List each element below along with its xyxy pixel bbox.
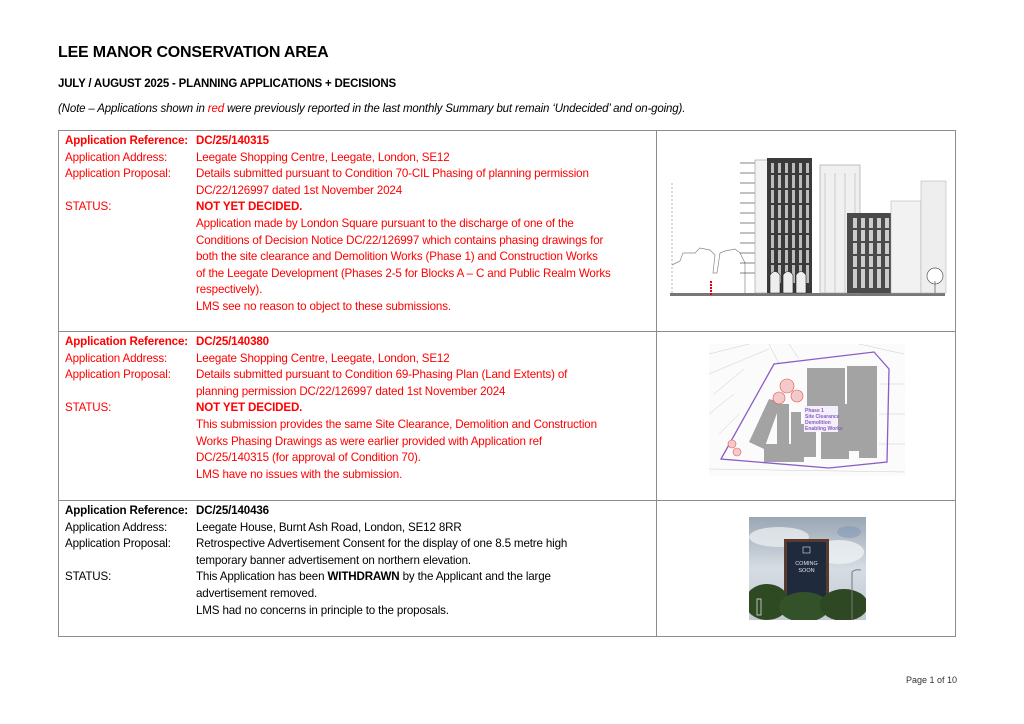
- application-details: [59, 332, 657, 501]
- proposal-line: DC/22/126997 dated 1st November 2024: [196, 183, 403, 197]
- image-cell: [657, 332, 956, 501]
- comment-line: of the Leegate Development (Phases 2-5 for Blocks A – C and Public Realm Works: [196, 266, 611, 280]
- proposal-label: Application Proposal:: [65, 368, 171, 382]
- comment-line: This submission provides the same Site Clearance, Demolition and Construction: [196, 417, 597, 431]
- banner-text-1: COMING: [795, 561, 818, 567]
- status-label: STATUS:: [65, 200, 112, 214]
- application-details: [59, 501, 657, 637]
- image-cell: [657, 501, 956, 637]
- building-elevation-drawing: [665, 153, 950, 303]
- page-number: Page 1 of 10: [906, 675, 958, 685]
- comment-line: respectively).: [196, 283, 263, 297]
- status-label: STATUS:: [65, 570, 112, 584]
- proposal-value: [196, 166, 650, 199]
- address-label: Application Address:: [65, 351, 168, 365]
- status-value: [196, 199, 650, 315]
- application-details: [59, 131, 657, 332]
- status-badge: NOT YET DECIDED.: [196, 200, 303, 214]
- comment-line: both the site clearance and Demolition Works (Phase 1) and Construction Works: [196, 250, 598, 264]
- address-value: Leegate Shopping Centre, Leegate, London, SE12: [196, 351, 450, 365]
- reference-label: Application Reference:: [65, 134, 188, 147]
- document-title: LEE MANOR CONSERVATION AREA: [58, 44, 329, 61]
- comment-line: Works Phasing Drawings as were earlier provided with Application ref: [196, 434, 542, 448]
- comment-line: Conditions of Decision Notice DC/22/126997 which contains phasing drawings for: [196, 233, 604, 247]
- site-phasing-plan: [709, 344, 905, 476]
- status-prefix: This Application has been: [196, 570, 328, 584]
- address-label: Application Address:: [65, 520, 168, 534]
- document-subtitle: JULY / AUGUST 2025 - PLANNING APPLICATIONS + DECISIONS: [58, 78, 396, 90]
- status-text: [196, 569, 650, 586]
- address-value: Leegate Shopping Centre, Leegate, London, SE12: [196, 150, 450, 164]
- proposal-value: [196, 536, 650, 569]
- table-row: [59, 501, 956, 637]
- reference-label: Application Reference:: [65, 335, 188, 348]
- reference-value: DC/25/140436: [196, 504, 269, 517]
- comment-line: advertisement removed.: [196, 586, 318, 600]
- proposal-label: Application Proposal:: [65, 537, 171, 551]
- status-badge: WITHDRAWN: [327, 570, 400, 584]
- reference-value: DC/25/140380: [196, 335, 269, 348]
- reference-value: DC/25/140315: [196, 134, 269, 147]
- banner-text-2: SOON: [798, 568, 815, 574]
- proposal-line: temporary banner advertisement on northern elevation.: [196, 553, 471, 567]
- comment-line: LMS had no concerns in principle to the proposals.: [196, 603, 449, 617]
- proposal-line: planning permission DC/22/126997 dated 1st November 2024: [196, 384, 506, 398]
- proposal-line: Retrospective Advertisement Consent for the display of one 8.5 metre high: [196, 537, 568, 551]
- status-value: [196, 569, 650, 619]
- address-value: Leegate House, Burnt Ash Road, London, SE12 8RR: [196, 520, 462, 534]
- address-label: Application Address:: [65, 150, 168, 164]
- comment-line: LMS see no reason to object to these submissions.: [196, 299, 451, 313]
- proposal-value: [196, 367, 650, 400]
- application-dc-25-140315: [65, 133, 650, 316]
- comment-line: DC/25/140315 (for approval of Condition 70).: [196, 451, 421, 465]
- plan-caption-1: Phase 1: [805, 408, 825, 414]
- note: [58, 103, 685, 115]
- leegate-house-photo: [749, 517, 866, 620]
- table-row: [59, 131, 956, 332]
- status-badge: NOT YET DECIDED.: [196, 401, 303, 415]
- comment-line: Application made by London Square pursuant to the discharge of one of the: [196, 216, 574, 230]
- proposal-line: Details submitted pursuant to Condition 70-CIL Phasing of planning permission: [196, 167, 589, 181]
- applications-table: [58, 130, 956, 637]
- image-cell: [657, 131, 956, 332]
- plan-caption-3: Demolition: [805, 420, 832, 426]
- proposal-label: Application Proposal:: [65, 167, 171, 181]
- proposal-line: Details submitted pursuant to Condition 69-Phasing Plan (Land Extents) of: [196, 368, 568, 382]
- application-dc-25-140436: [65, 503, 650, 619]
- reference-label: Application Reference:: [65, 504, 188, 517]
- table-row: [59, 332, 956, 501]
- status-suffix: by the Applicant and the large: [399, 570, 551, 584]
- status-label: STATUS:: [65, 401, 112, 415]
- application-dc-25-140380: [65, 334, 650, 483]
- status-value: [196, 400, 650, 483]
- plan-caption-2: Site Clearance: [805, 414, 840, 420]
- comment-line: LMS have no issues with the submission.: [196, 467, 403, 481]
- note-suffix: were previously reported in the last monthly Summary but remain ‘Undecided’ and on-going).: [223, 103, 686, 115]
- note-highlight: red: [207, 103, 224, 115]
- note-prefix: (Note – Applications shown in: [58, 103, 208, 115]
- plan-caption-4: Enabling Works: [805, 426, 843, 432]
